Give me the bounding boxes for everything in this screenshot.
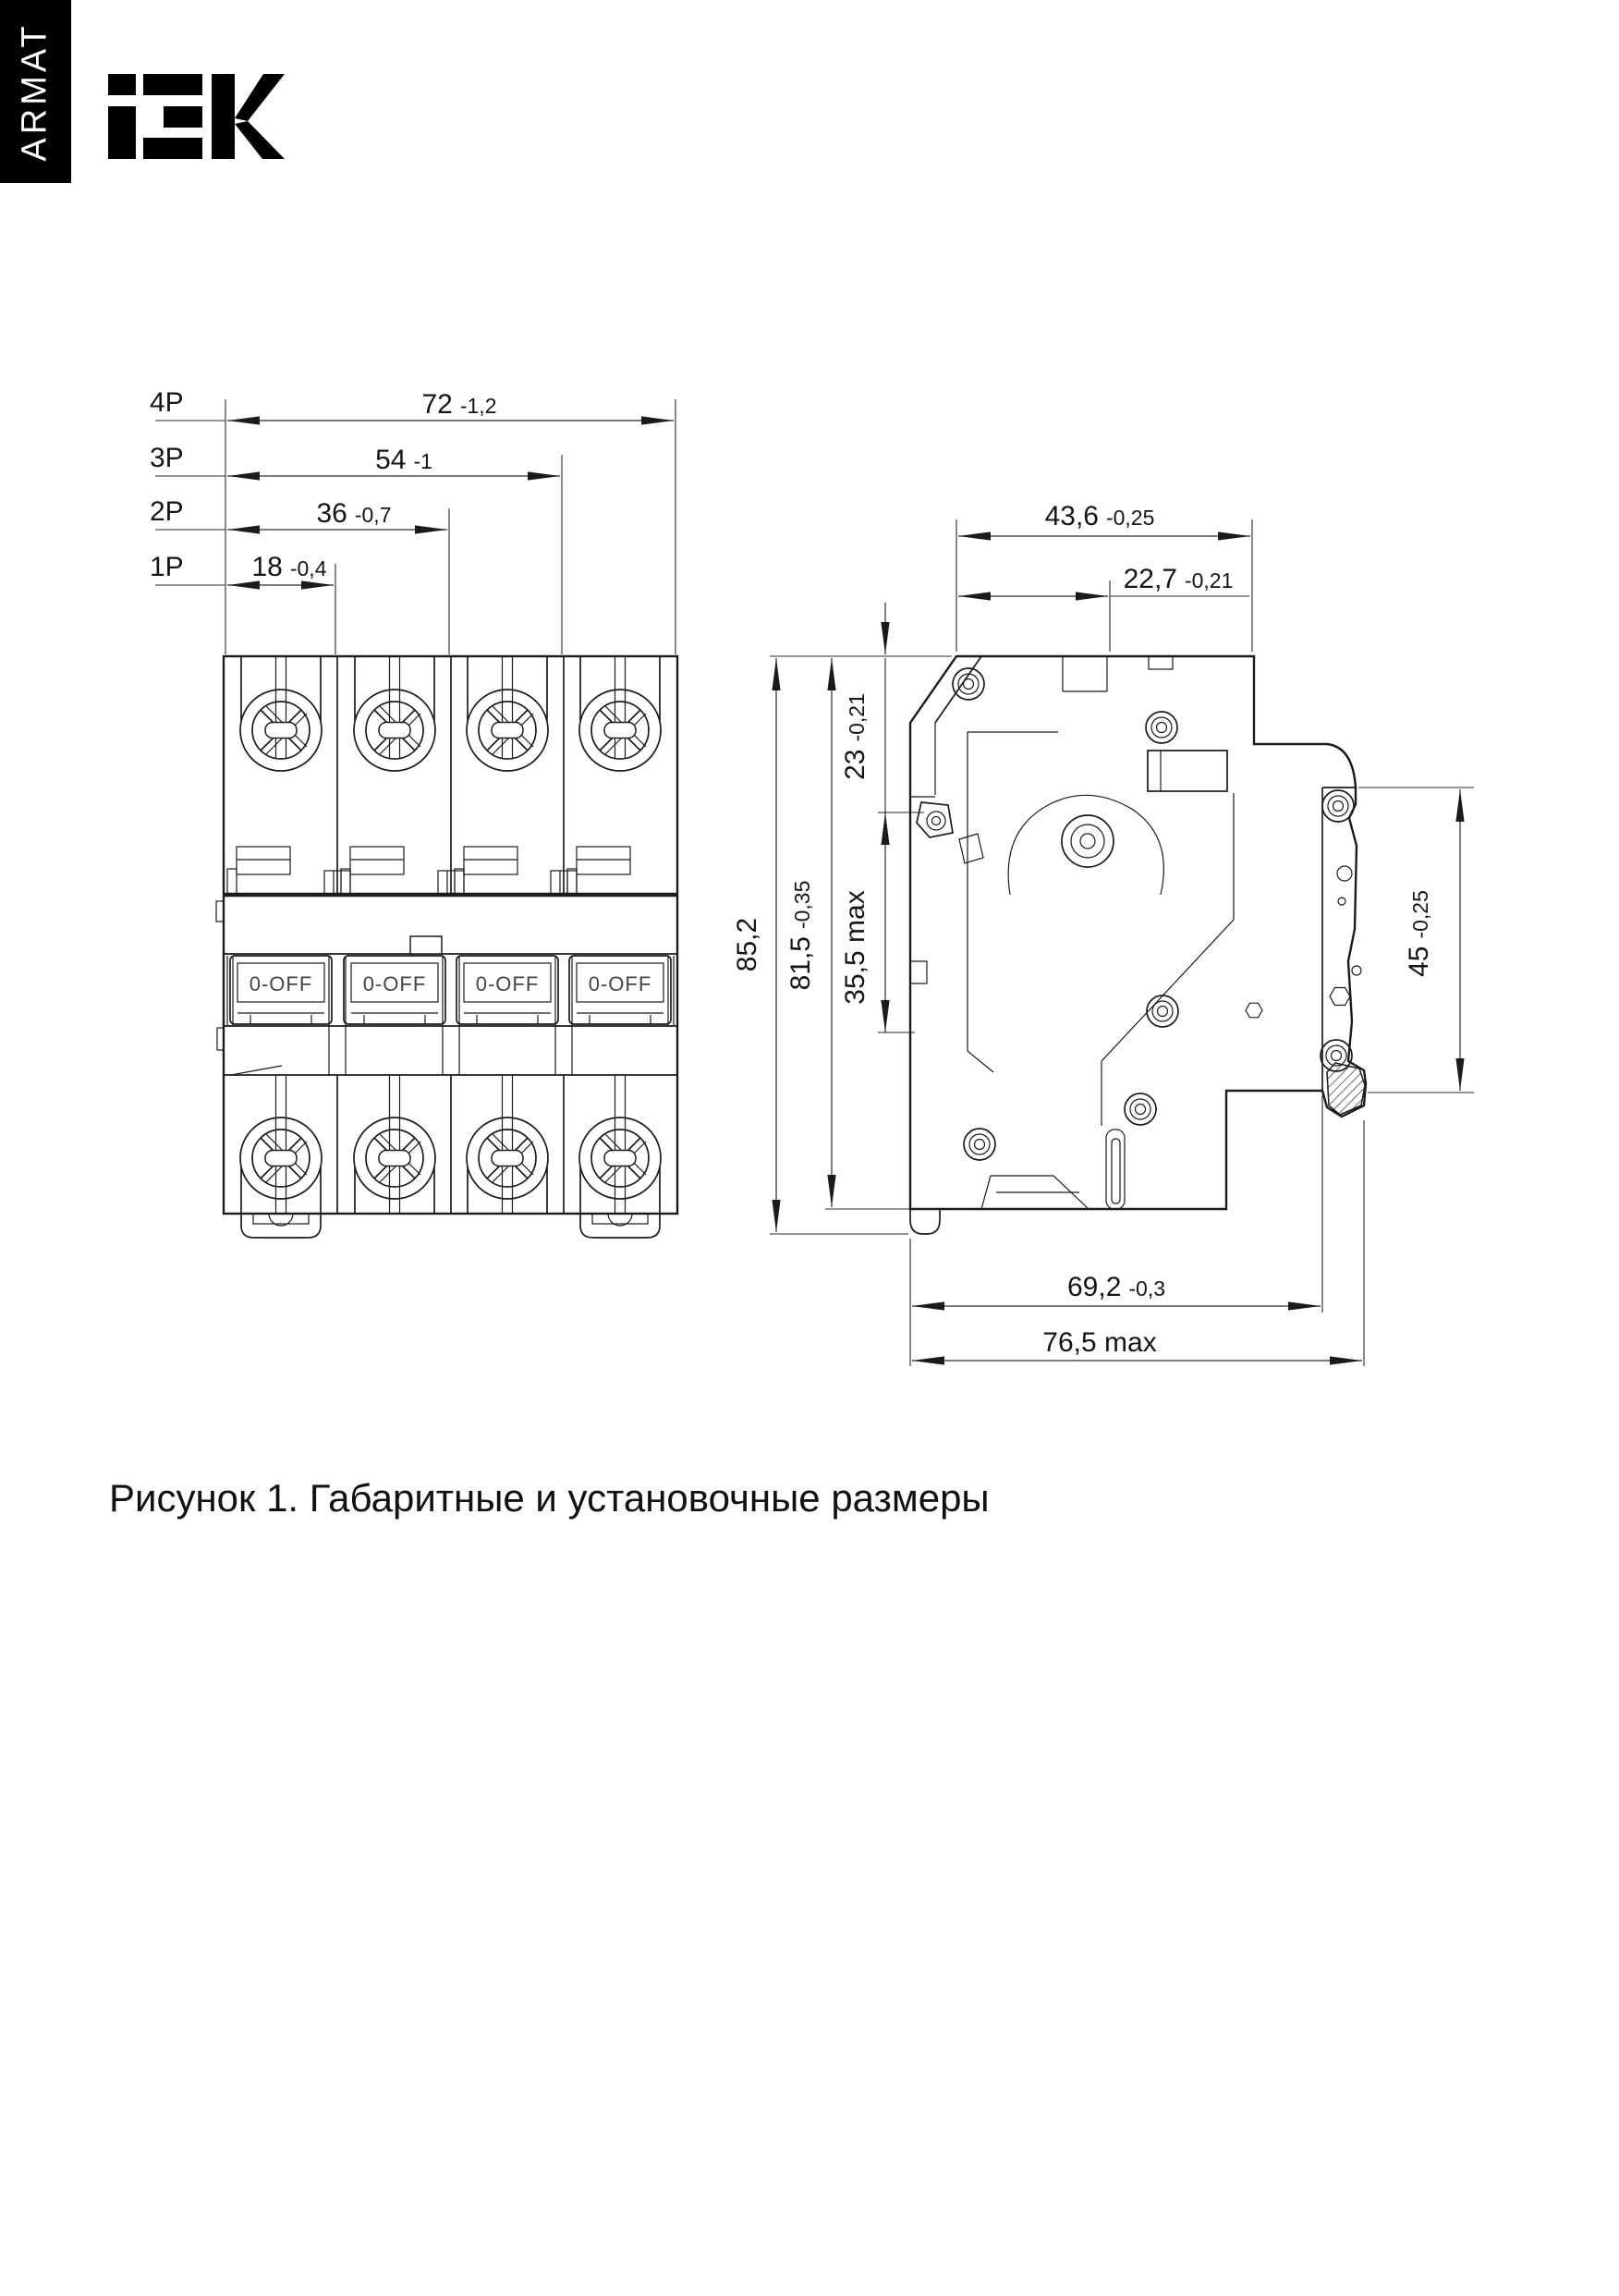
iek-logo-k-stem — [212, 74, 235, 159]
dim-1p-width — [150, 552, 334, 585]
iek-logo-i-stem — [108, 106, 136, 159]
dim-value: 23-0,21 — [840, 693, 870, 780]
side-dimensions — [732, 501, 1474, 1366]
screw-terminal-symbol — [579, 1075, 661, 1214]
screw-terminal-symbol — [240, 656, 322, 771]
dim-value: 76,5 max — [1042, 1327, 1157, 1358]
side-window — [1148, 751, 1227, 791]
screw-terminal-symbol — [240, 1075, 322, 1214]
screw-terminal-symbol — [579, 656, 661, 771]
dim-value: 69,2 -0,3 — [1066, 1272, 1166, 1302]
dim-toggle-offset — [840, 603, 885, 812]
armat-series-bar — [0, 0, 71, 183]
dim-value: 72 -1,2 — [421, 389, 497, 420]
dim-3p-width — [150, 443, 560, 476]
dim-din-recess — [1404, 789, 1460, 1091]
rivet — [1147, 995, 1178, 1027]
toggle-label: 0-OFF — [588, 972, 652, 995]
front-dimensions — [150, 387, 676, 654]
latch-window — [227, 847, 290, 895]
din-latch-foot — [1327, 1063, 1365, 1115]
dim-value: 81,5-0,35 — [785, 880, 816, 991]
toggle-label: 0-OFF — [249, 972, 313, 995]
pole-count-label: 2P — [150, 496, 184, 527]
dim-height-overall — [732, 658, 776, 1232]
dim-2p-width — [150, 496, 447, 530]
dim-depth-body — [912, 1272, 1321, 1306]
figure-caption: Рисунок 1. Габаритные и установочные размеры — [109, 1476, 990, 1520]
slider-band — [217, 1026, 677, 1075]
dim-value: 54 -1 — [375, 445, 432, 475]
din-rail-tab — [241, 1214, 321, 1238]
screw-terminal-symbol — [354, 1075, 435, 1214]
pole-count-label: 3P — [150, 443, 184, 473]
pole-count-label: 1P — [150, 552, 184, 582]
iek-logo-i-dot — [108, 74, 136, 95]
dim-height-body — [785, 658, 832, 1207]
rivet — [1125, 1093, 1156, 1125]
iek-logo-k-lower — [235, 121, 285, 159]
din-rail-tab — [580, 1214, 660, 1238]
dim-handle-height — [840, 812, 885, 1032]
side-body-outline — [910, 656, 1366, 1209]
screw-terminal-symbol — [467, 1075, 548, 1214]
rivet — [953, 668, 984, 700]
dim-value: 18 -0,4 — [251, 552, 327, 582]
toggle-label: 0-OFF — [475, 972, 540, 995]
rivet — [1322, 790, 1354, 822]
iek-logo-e-bottom — [143, 138, 202, 159]
iek-logo — [106, 65, 286, 162]
rivet — [964, 1129, 995, 1160]
iek-logo-e-mid — [164, 106, 202, 128]
armat-series-label: ARMAT — [16, 21, 55, 162]
dim-terminal-depth — [958, 564, 1249, 596]
dim-4p-width — [150, 387, 674, 421]
dim-depth-overall — [912, 1327, 1362, 1361]
side-din-tab — [910, 1209, 940, 1234]
dim-value: 85,2 — [732, 917, 762, 972]
dim-top-width — [958, 501, 1250, 536]
toggle-row — [227, 956, 674, 1075]
dim-value: 35,5 max — [840, 890, 870, 1005]
technical-drawing — [74, 351, 1589, 1386]
dim-value: 22,7 -0,21 — [1123, 564, 1234, 594]
screw-terminal-symbol — [354, 656, 435, 771]
screw-terminal-symbol — [467, 656, 548, 771]
panel-notch — [410, 936, 442, 954]
front-view — [216, 656, 677, 1238]
toggle-label: 0-OFF — [362, 972, 427, 995]
pole-separators — [337, 656, 564, 1214]
side-toggle-lever — [917, 802, 983, 863]
dim-value: 45-0,25 — [1404, 890, 1434, 977]
dim-value: 43,6 -0,25 — [1044, 501, 1155, 531]
dim-value: 36 -0,7 — [316, 498, 392, 529]
iek-logo-e-top — [143, 74, 202, 95]
pole-count-label: 4P — [150, 387, 184, 418]
central-screw — [1062, 815, 1114, 867]
central-boss — [1008, 795, 1163, 895]
iek-logo-k-upper — [235, 74, 285, 121]
side-view — [910, 656, 1366, 1234]
rivet — [1146, 712, 1177, 743]
